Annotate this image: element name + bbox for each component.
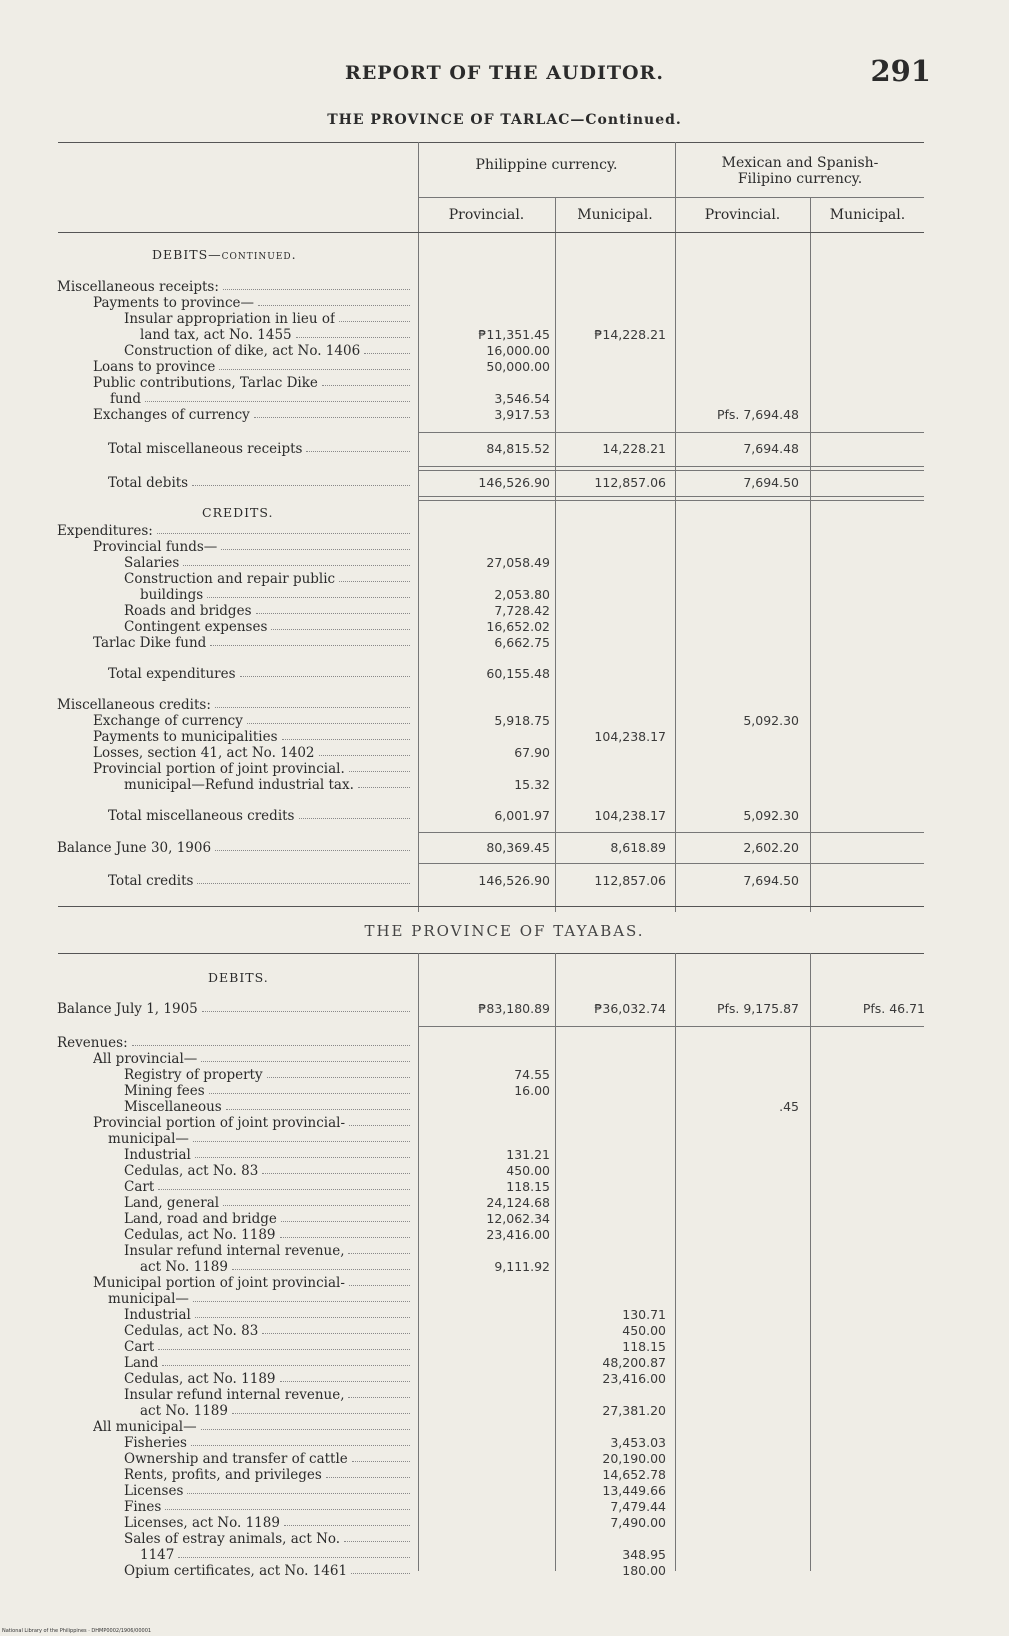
leader-dots bbox=[322, 375, 410, 386]
table-row bbox=[0, 603, 1009, 619]
table-row bbox=[0, 1147, 1009, 1163]
row-label: Insular appropriation in lieu of bbox=[124, 311, 336, 327]
table-row bbox=[0, 1483, 1009, 1499]
row-label: Construction of dike, act No. 1406 bbox=[124, 343, 361, 359]
cell-ph-prov: ₱11,351.45 bbox=[478, 327, 550, 342]
page-number: 291 bbox=[870, 54, 931, 88]
leader-dots bbox=[209, 1083, 410, 1094]
row-label: Construction and repair public bbox=[124, 571, 336, 587]
table-row bbox=[0, 311, 1009, 327]
leader-dots bbox=[202, 1001, 410, 1012]
table-row bbox=[0, 777, 1009, 793]
table-row bbox=[0, 1195, 1009, 1211]
row-label: Provincial funds— bbox=[93, 539, 218, 555]
table-row bbox=[0, 475, 1009, 491]
cell-ph-prov: 146,526.90 bbox=[478, 873, 550, 888]
header-bottom-rule bbox=[58, 232, 924, 233]
table-row bbox=[0, 375, 1009, 391]
row-label: fund bbox=[110, 391, 142, 407]
leader-dots bbox=[280, 1371, 410, 1382]
cell-ph-prov: 6,001.97 bbox=[494, 808, 550, 823]
row-label: Total miscellaneous receipts bbox=[108, 441, 303, 457]
cell-ph-prov: 450.00 bbox=[506, 1163, 550, 1178]
row-label: Registry of property bbox=[124, 1067, 263, 1083]
cell-ph-prov: 15.32 bbox=[514, 777, 550, 792]
row-label: buildings bbox=[140, 587, 204, 603]
row-label: Cedulas, act No. 83 bbox=[124, 1163, 259, 1179]
table-row bbox=[0, 1083, 1009, 1099]
row-label: Total miscellaneous credits bbox=[108, 808, 295, 824]
table-row bbox=[0, 1531, 1009, 1547]
leader-dots bbox=[364, 343, 410, 354]
cell-ph-mun: 3,453.03 bbox=[610, 1435, 666, 1450]
row-rule bbox=[418, 863, 924, 864]
table-row bbox=[0, 1115, 1009, 1131]
row-label: Cart bbox=[124, 1179, 155, 1195]
table-row bbox=[0, 635, 1009, 651]
cell-ph-prov: 24,124.68 bbox=[486, 1195, 550, 1210]
cell-ph-prov: 3,917.53 bbox=[494, 407, 550, 422]
table-row bbox=[0, 407, 1009, 423]
top-rule bbox=[58, 142, 924, 143]
leader-dots bbox=[219, 359, 410, 370]
leader-dots bbox=[197, 873, 410, 884]
ph-municipal-header: Municipal. bbox=[577, 207, 653, 223]
mexican-header-line2: Filipino currency. bbox=[737, 171, 863, 187]
leader-dots bbox=[280, 1227, 410, 1238]
row-rule bbox=[418, 466, 924, 467]
cell-ph-prov: 80,369.45 bbox=[486, 840, 550, 855]
table-row bbox=[0, 1001, 1009, 1017]
tarlac-bottom-rule bbox=[58, 906, 924, 907]
footer-credit: National Library of the Philippines · DHMP0002/1906/00001 bbox=[2, 1628, 152, 1634]
cell-ph-prov: 6,662.75 bbox=[494, 635, 550, 650]
cell-ph-prov: 146,526.90 bbox=[478, 475, 550, 490]
table-row bbox=[0, 327, 1009, 343]
table-row bbox=[0, 1291, 1009, 1307]
cell-ph-mun: 450.00 bbox=[622, 1323, 666, 1338]
table-row bbox=[0, 505, 1009, 521]
cell-mx-prov: .45 bbox=[779, 1099, 799, 1114]
cell-ph-prov: 16,000.00 bbox=[486, 343, 550, 358]
table-row bbox=[0, 873, 1009, 889]
leader-dots bbox=[352, 1451, 410, 1462]
row-label: Cedulas, act No. 1189 bbox=[124, 1227, 276, 1243]
table-row bbox=[0, 1515, 1009, 1531]
row-label: Total debits bbox=[108, 475, 189, 491]
cell-mx-prov: 7,694.50 bbox=[743, 873, 799, 888]
table-row bbox=[0, 1451, 1009, 1467]
leader-dots bbox=[267, 1067, 410, 1078]
debits-heading: DEBITS. bbox=[208, 970, 269, 985]
table-row bbox=[0, 619, 1009, 635]
cell-ph-mun: ₱36,032.74 bbox=[594, 1001, 666, 1016]
cell-ph-prov: 12,062.34 bbox=[486, 1211, 550, 1226]
leader-dots bbox=[226, 1099, 410, 1110]
row-label: Public contributions, Tarlac Dike bbox=[93, 375, 318, 391]
table-row bbox=[0, 1387, 1009, 1403]
row-label: Fisheries bbox=[124, 1435, 187, 1451]
table-row bbox=[0, 745, 1009, 761]
leader-dots bbox=[165, 1499, 410, 1510]
cell-mx-prov: 7,694.48 bbox=[743, 441, 799, 456]
cell-ph-mun: 112,857.06 bbox=[594, 873, 666, 888]
leader-dots bbox=[254, 407, 410, 418]
table-row bbox=[0, 1179, 1009, 1195]
cell-mx-prov: Pfs. 9,175.87 bbox=[716, 1001, 799, 1016]
tayabas-top-rule bbox=[58, 953, 924, 954]
table-row bbox=[0, 1259, 1009, 1275]
table-row bbox=[0, 1275, 1009, 1291]
leader-dots bbox=[187, 1483, 410, 1494]
leader-dots bbox=[326, 1467, 410, 1478]
cell-mx-prov: Pfs. 7,694.48 bbox=[716, 407, 799, 422]
row-label: Cart bbox=[124, 1339, 155, 1355]
leader-dots bbox=[162, 1355, 410, 1366]
row-label: Mining fees bbox=[124, 1083, 205, 1099]
table-row bbox=[0, 970, 1009, 986]
row-label: Revenues: bbox=[57, 1035, 128, 1051]
table-row bbox=[0, 1067, 1009, 1083]
leader-dots bbox=[281, 1211, 410, 1222]
row-label: Roads and bridges bbox=[124, 603, 252, 619]
table-row bbox=[0, 697, 1009, 713]
leader-dots bbox=[195, 1307, 410, 1318]
credits-heading: CREDITS. bbox=[202, 505, 274, 520]
row-label: 1147 bbox=[140, 1547, 175, 1563]
leader-dots bbox=[195, 1147, 410, 1158]
cell-ph-mun: 23,416.00 bbox=[602, 1371, 666, 1386]
row-label: land tax, act No. 1455 bbox=[140, 327, 292, 343]
table-row bbox=[0, 441, 1009, 457]
cell-ph-mun: ₱14,228.21 bbox=[594, 327, 666, 342]
table-row bbox=[0, 1419, 1009, 1435]
row-label: Provincial portion of joint provincial. bbox=[93, 761, 345, 777]
row-label: Opium certificates, act No. 1461 bbox=[124, 1563, 348, 1579]
cell-ph-mun: 180.00 bbox=[622, 1563, 666, 1578]
leader-dots bbox=[191, 1435, 410, 1446]
row-label: Cedulas, act No. 1189 bbox=[124, 1371, 276, 1387]
row-rule bbox=[418, 1026, 924, 1027]
cell-ph-mun: 27,381.20 bbox=[602, 1403, 666, 1418]
row-label: All municipal— bbox=[93, 1419, 197, 1435]
mx-municipal-header: Municipal. bbox=[829, 207, 906, 223]
table-row bbox=[0, 1547, 1009, 1563]
row-label: Miscellaneous credits: bbox=[57, 697, 211, 713]
table-row bbox=[0, 587, 1009, 603]
leader-dots bbox=[349, 761, 410, 772]
row-label: Industrial bbox=[124, 1307, 191, 1323]
table-row bbox=[0, 1099, 1009, 1115]
cell-ph-prov: 9,111.92 bbox=[494, 1259, 550, 1274]
table-row bbox=[0, 1323, 1009, 1339]
table-row bbox=[0, 1403, 1009, 1419]
cell-ph-mun: 7,479.44 bbox=[610, 1499, 666, 1514]
table-row bbox=[0, 539, 1009, 555]
table-row bbox=[0, 279, 1009, 295]
row-label: Contingent expenses bbox=[124, 619, 268, 635]
leader-dots bbox=[256, 603, 410, 614]
cell-ph-mun: 14,228.21 bbox=[602, 441, 666, 456]
cell-ph-mun: 348.95 bbox=[622, 1547, 666, 1562]
table-row bbox=[0, 1435, 1009, 1451]
row-label: Licenses, act No. 1189 bbox=[124, 1515, 280, 1531]
cell-ph-prov: 7,728.42 bbox=[494, 603, 550, 618]
row-label: Expenditures: bbox=[57, 523, 153, 539]
row-label: Ownership and transfer of cattle bbox=[124, 1451, 348, 1467]
cell-ph-prov: 16.00 bbox=[514, 1083, 550, 1098]
table-row bbox=[0, 1035, 1009, 1051]
leader-dots bbox=[299, 808, 410, 819]
cell-ph-prov: 16,652.02 bbox=[486, 619, 550, 634]
row-label: Salaries bbox=[124, 555, 180, 571]
cell-ph-mun: 14,652.78 bbox=[602, 1467, 666, 1482]
table-row bbox=[0, 523, 1009, 539]
leader-dots bbox=[349, 1275, 410, 1286]
ph-provincial-header: Provincial. bbox=[448, 207, 525, 223]
table-row bbox=[0, 1563, 1009, 1579]
table-row bbox=[0, 729, 1009, 745]
row-label: act No. 1189 bbox=[140, 1403, 228, 1419]
cell-ph-prov: 131.21 bbox=[506, 1147, 550, 1162]
leader-dots bbox=[158, 1179, 410, 1190]
table-row bbox=[0, 808, 1009, 824]
table-row bbox=[0, 295, 1009, 311]
row-label: Exchange of currency bbox=[93, 713, 243, 729]
cell-ph-mun: 13,449.66 bbox=[602, 1483, 666, 1498]
leader-dots bbox=[351, 1563, 410, 1574]
row-label: Miscellaneous bbox=[124, 1099, 222, 1115]
table-row bbox=[0, 343, 1009, 359]
table-row bbox=[0, 247, 1009, 263]
cell-mx-prov: 2,602.20 bbox=[743, 840, 799, 855]
table-row bbox=[0, 359, 1009, 375]
tayabas-title: THE PROVINCE OF TAYABAS. bbox=[364, 922, 645, 940]
row-rule bbox=[418, 432, 924, 433]
mexican-header-line1: Mexican and Spanish- bbox=[721, 155, 879, 171]
table-row bbox=[0, 1371, 1009, 1387]
row-label: Municipal portion of joint provincial- bbox=[93, 1275, 345, 1291]
row-label: Provincial portion of joint provincial- bbox=[93, 1115, 346, 1131]
cell-ph-prov: 5,918.75 bbox=[494, 713, 550, 728]
cell-ph-prov: ₱83,180.89 bbox=[478, 1001, 550, 1016]
leader-dots bbox=[348, 1243, 410, 1254]
leader-dots bbox=[210, 635, 410, 646]
table-row bbox=[0, 1339, 1009, 1355]
leader-dots bbox=[158, 1339, 410, 1350]
cell-ph-prov: 74.55 bbox=[514, 1067, 550, 1082]
row-label: municipal— bbox=[108, 1291, 189, 1307]
cell-ph-mun: 118.15 bbox=[622, 1339, 666, 1354]
row-label: act No. 1189 bbox=[140, 1259, 228, 1275]
row-label: Rents, profits, and privileges bbox=[124, 1467, 322, 1483]
leader-dots bbox=[319, 745, 410, 756]
row-rule bbox=[418, 496, 924, 497]
cell-ph-prov: 118.15 bbox=[506, 1179, 550, 1194]
row-label: Land, road and bridge bbox=[124, 1211, 277, 1227]
row-label: Land bbox=[124, 1355, 159, 1371]
leader-dots bbox=[232, 1403, 410, 1414]
table-row bbox=[0, 713, 1009, 729]
leader-dots bbox=[284, 1515, 410, 1526]
leader-dots bbox=[271, 619, 410, 630]
cell-mx-mun: Pfs. 46.71 bbox=[862, 1001, 925, 1016]
table-row bbox=[0, 571, 1009, 587]
row-label: Industrial bbox=[124, 1147, 191, 1163]
debits-heading: DEBITS—continued. bbox=[152, 247, 297, 262]
leader-dots bbox=[223, 1195, 410, 1206]
leader-dots bbox=[221, 539, 410, 550]
row-label: Total expenditures bbox=[108, 666, 236, 682]
table-subtitle: THE PROVINCE OF TARLAC—Continued. bbox=[327, 112, 682, 128]
table-row bbox=[0, 1051, 1009, 1067]
leader-dots bbox=[349, 1115, 410, 1126]
cell-ph-mun: 20,190.00 bbox=[602, 1451, 666, 1466]
row-label: Miscellaneous receipts: bbox=[57, 279, 219, 295]
mx-provincial-header: Provincial. bbox=[704, 207, 781, 223]
row-label: Loans to province bbox=[93, 359, 216, 375]
table-row bbox=[0, 1355, 1009, 1371]
leader-dots bbox=[282, 729, 410, 740]
cell-ph-prov: 2,053.80 bbox=[494, 587, 550, 602]
cell-ph-mun: 104,238.17 bbox=[594, 729, 666, 744]
leader-dots bbox=[215, 840, 410, 851]
table-row bbox=[0, 666, 1009, 682]
table-row bbox=[0, 1227, 1009, 1243]
row-label: Payments to province— bbox=[93, 295, 255, 311]
table-row bbox=[0, 1467, 1009, 1483]
leader-dots bbox=[339, 571, 410, 582]
row-label: Total credits bbox=[108, 873, 194, 889]
leader-dots bbox=[132, 1035, 410, 1046]
table-row bbox=[0, 840, 1009, 856]
leader-dots bbox=[296, 327, 410, 338]
leader-dots bbox=[247, 713, 410, 724]
cell-ph-prov: 67.90 bbox=[514, 745, 550, 760]
row-label: Insular refund internal revenue, bbox=[124, 1387, 345, 1403]
cell-ph-mun: 112,857.06 bbox=[594, 475, 666, 490]
leader-dots bbox=[215, 697, 410, 708]
philippine-currency-header: Philippine currency. bbox=[475, 157, 618, 173]
row-label: Fines bbox=[124, 1499, 162, 1515]
leader-dots bbox=[358, 777, 410, 788]
leader-dots bbox=[262, 1163, 410, 1174]
table-row bbox=[0, 1499, 1009, 1515]
report-title: REPORT OF THE AUDITOR. bbox=[345, 62, 664, 84]
row-label: Balance June 30, 1906 bbox=[57, 840, 212, 856]
cell-ph-prov: 23,416.00 bbox=[486, 1227, 550, 1242]
row-label: Sales of estray animals, act No. bbox=[124, 1531, 341, 1547]
row-rule bbox=[418, 470, 924, 471]
leader-dots bbox=[157, 523, 410, 534]
leader-dots bbox=[262, 1323, 410, 1334]
leader-dots bbox=[306, 441, 410, 452]
leader-dots bbox=[232, 1259, 410, 1270]
leader-dots bbox=[207, 587, 410, 598]
header-sub-rule bbox=[418, 197, 924, 198]
cell-mx-prov: 5,092.30 bbox=[743, 713, 799, 728]
leader-dots bbox=[258, 295, 410, 306]
leader-dots bbox=[348, 1387, 410, 1398]
table-row bbox=[0, 391, 1009, 407]
table-row bbox=[0, 1211, 1009, 1227]
leader-dots bbox=[178, 1547, 410, 1558]
row-label: municipal— bbox=[108, 1131, 189, 1147]
table-row bbox=[0, 761, 1009, 777]
cell-ph-prov: 60,155.48 bbox=[486, 666, 550, 681]
leader-dots bbox=[339, 311, 410, 322]
row-rule bbox=[418, 500, 924, 501]
leader-dots bbox=[193, 1291, 410, 1302]
leader-dots bbox=[201, 1419, 410, 1430]
row-label: All provincial— bbox=[93, 1051, 198, 1067]
cell-ph-mun: 8,618.89 bbox=[610, 840, 666, 855]
row-label: Exchanges of currency bbox=[93, 407, 250, 423]
cell-ph-mun: 104,238.17 bbox=[594, 808, 666, 823]
row-label: Insular refund internal revenue, bbox=[124, 1243, 345, 1259]
cell-ph-mun: 48,200.87 bbox=[602, 1355, 666, 1370]
cell-mx-prov: 7,694.50 bbox=[743, 475, 799, 490]
cell-mx-prov: 5,092.30 bbox=[743, 808, 799, 823]
row-label: Losses, section 41, act No. 1402 bbox=[93, 745, 315, 761]
leader-dots bbox=[344, 1531, 410, 1542]
leader-dots bbox=[223, 279, 410, 290]
table-row bbox=[0, 1243, 1009, 1259]
table-row bbox=[0, 1307, 1009, 1323]
leader-dots bbox=[145, 391, 410, 402]
cell-ph-prov: 84,815.52 bbox=[486, 441, 550, 456]
table-row bbox=[0, 555, 1009, 571]
table-row bbox=[0, 1163, 1009, 1179]
row-label: municipal—Refund industrial tax. bbox=[124, 777, 354, 793]
leader-dots bbox=[201, 1051, 410, 1062]
leader-dots bbox=[192, 475, 410, 486]
row-label: Licenses bbox=[124, 1483, 184, 1499]
cell-ph-prov: 27,058.49 bbox=[486, 555, 550, 570]
row-label: Balance July 1, 1905 bbox=[57, 1001, 198, 1017]
cell-ph-prov: 3,546.54 bbox=[494, 391, 550, 406]
row-label: Cedulas, act No. 83 bbox=[124, 1323, 259, 1339]
cell-ph-prov: 50,000.00 bbox=[486, 359, 550, 374]
table-row bbox=[0, 1131, 1009, 1147]
cell-ph-mun: 130.71 bbox=[622, 1307, 666, 1322]
row-label: Land, general bbox=[124, 1195, 220, 1211]
leader-dots bbox=[183, 555, 410, 566]
row-label: Tarlac Dike fund bbox=[93, 635, 207, 651]
row-rule bbox=[418, 832, 924, 833]
page-header bbox=[0, 54, 1009, 98]
leader-dots bbox=[193, 1131, 410, 1142]
cell-ph-mun: 7,490.00 bbox=[610, 1515, 666, 1530]
leader-dots bbox=[240, 666, 410, 677]
row-label: Payments to municipalities bbox=[93, 729, 278, 745]
